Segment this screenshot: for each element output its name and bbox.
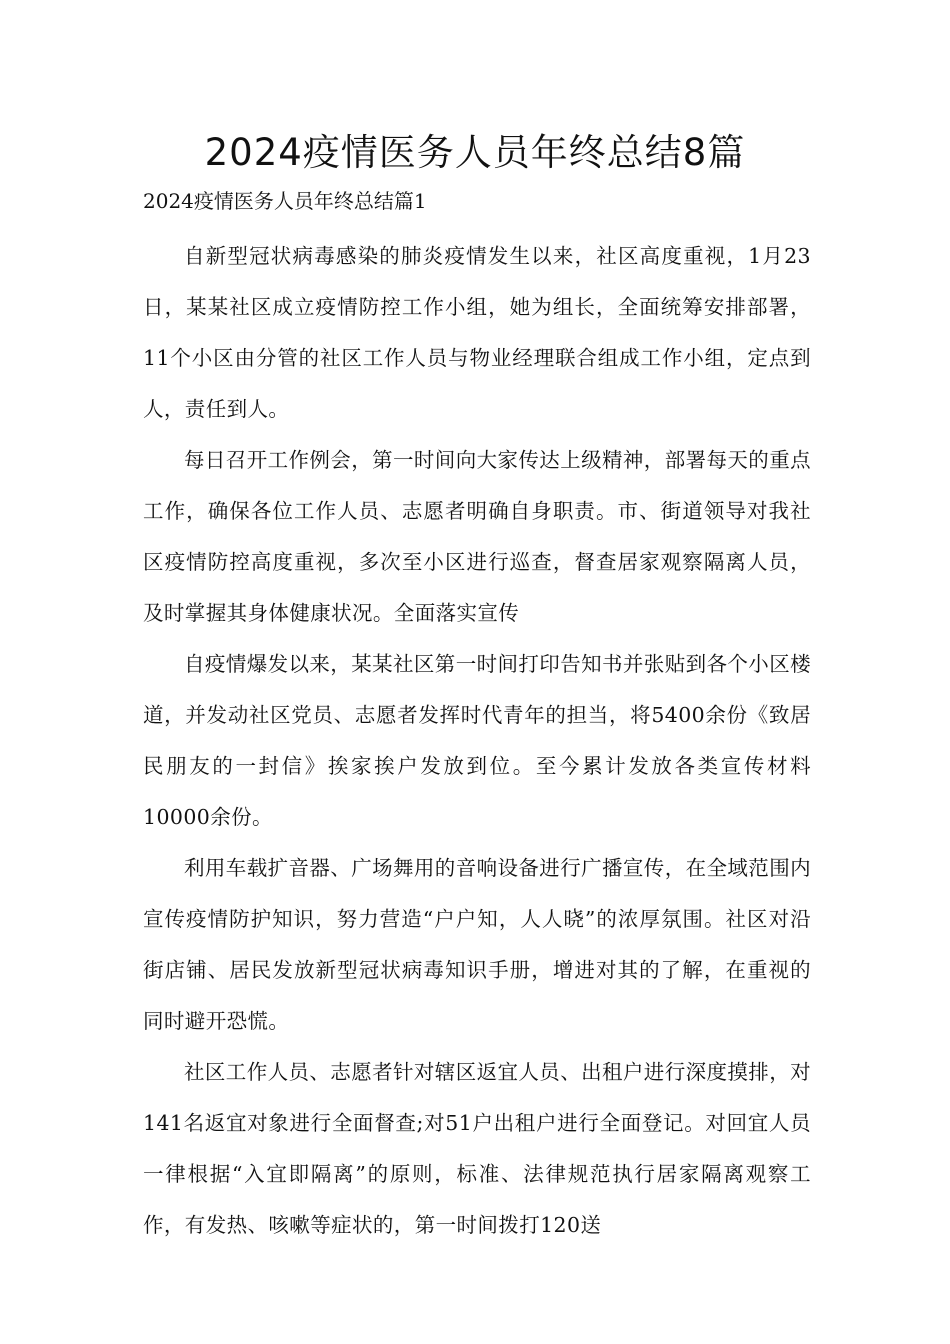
- paragraph: 利用车载扩音器、广场舞用的音响设备进行广播宣传，在全域范围内宣传疫情防护知识，努力营造“户户知，人人晓”的浓厚氛围。社区对沿街店铺、居民发放新型冠状病毒知识手册，增进对其的了解，在重视的同时避开恐慌。: [143, 856, 811, 1033]
- document-title: 2024疫情医务人员年终总结8篇: [204, 131, 746, 174]
- paragraph: 每日召开工作例会，第一时间向大家传达上级精神，部署每天的重点工作，确保各位工作人员、志愿者明确自身职责。市、街道领导对我社区疫情防控高度重视，多次至小区进行巡查，督查居家观察隔离人员，及时掌握其身体健康状况。全面落实宣传: [143, 448, 811, 625]
- paragraph: 自新型冠状病毒感染的肺炎疫情发生以来，社区高度重视，1月23日，某某社区成立疫情防控工作小组，她为组长，全面统筹安排部署，11个小区由分管的社区工作人员与物业经理联合组成工作小组，定点到人，责任到人。: [143, 244, 811, 421]
- document-body: [143, 231, 811, 1251]
- section-heading: 2024疫情医务人员年终总结篇1: [143, 189, 427, 213]
- paragraph: 自疫情爆发以来，某某社区第一时间打印告知书并张贴到各个小区楼道，并发动社区党员、志愿者发挥时代青年的担当，将5400余份《致居民朋友的一封信》挨家挨户发放到位。至今累计发放各类宣传材料10000余份。: [143, 652, 811, 829]
- paragraph: 社区工作人员、志愿者针对辖区返宜人员、出租户进行深度摸排，对141名返宜对象进行全面督查;对51户出租户进行全面登记。对回宜人员一律根据“入宜即隔离”的原则，标准、法律规范执行居家隔离观察工作，有发热、咳嗽等症状的，第一时间拨打120送: [143, 1060, 811, 1237]
